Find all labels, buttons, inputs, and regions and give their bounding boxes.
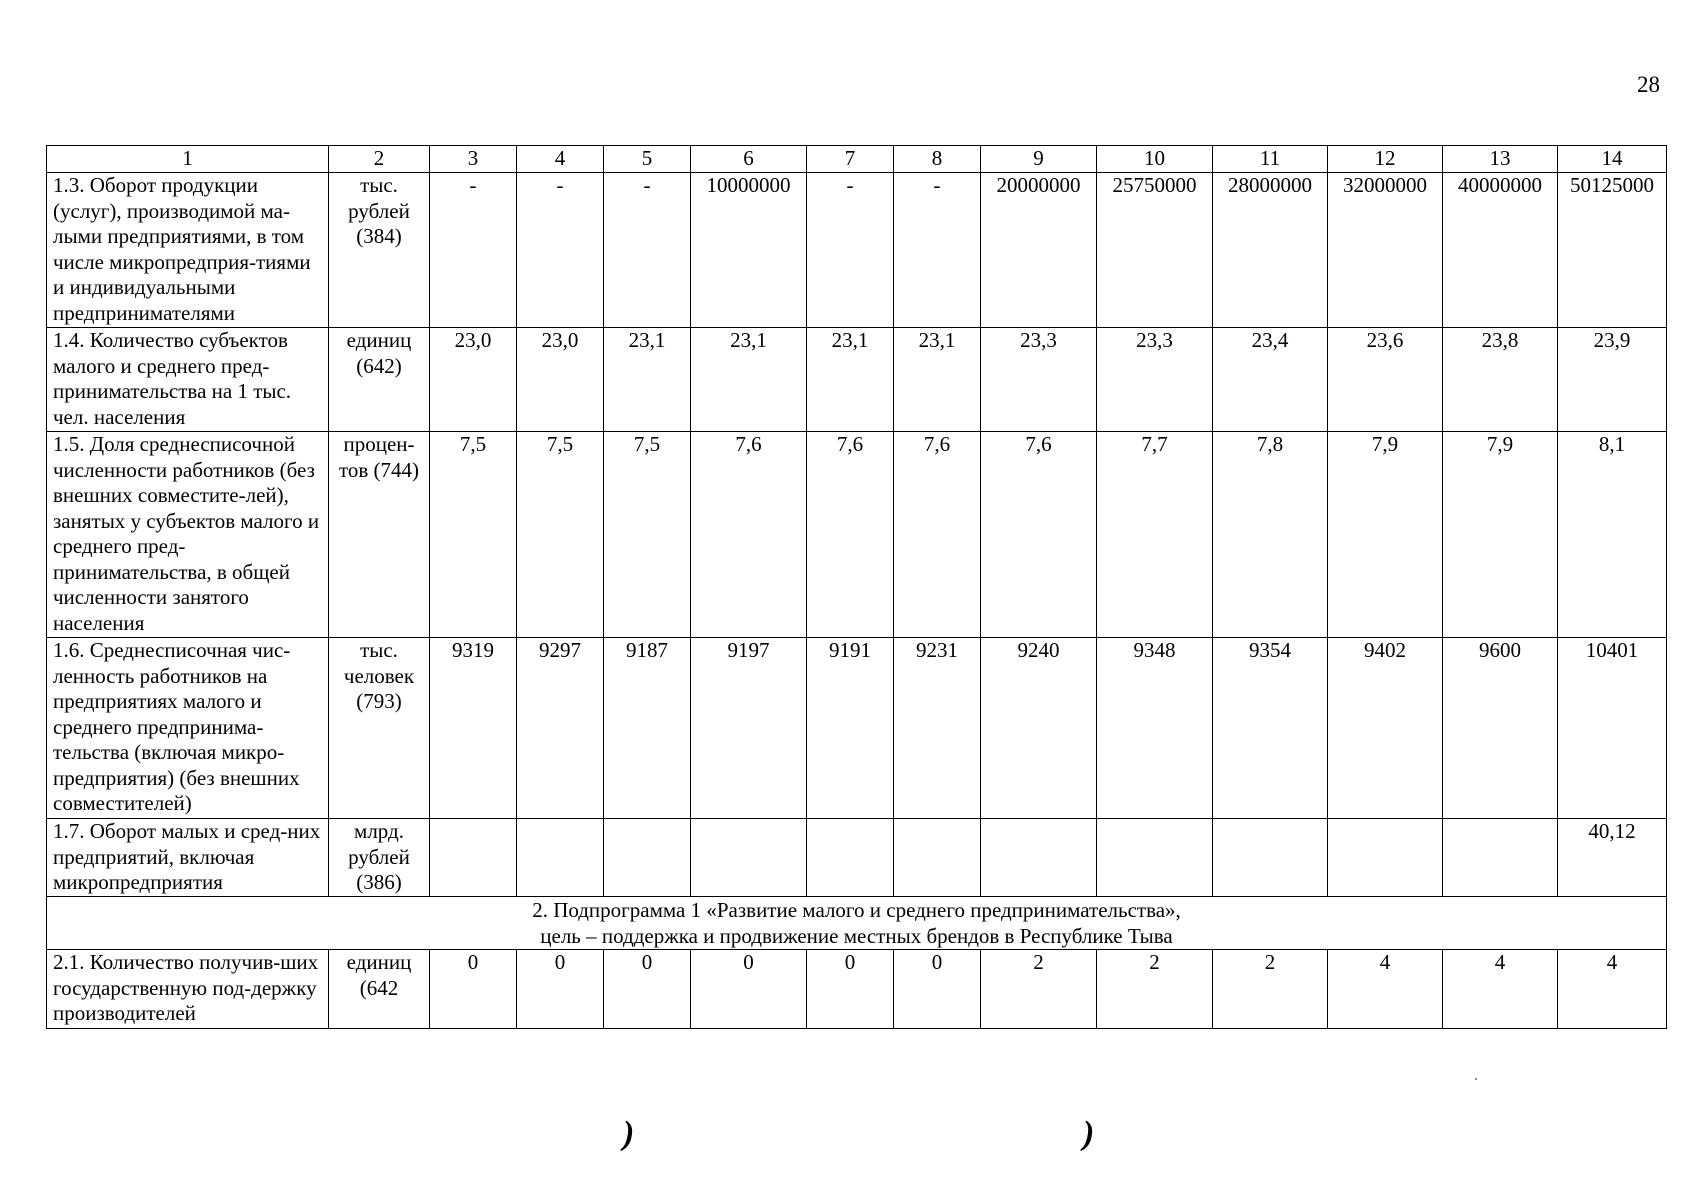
header-cell: 9	[981, 146, 1097, 173]
value-cell	[1097, 819, 1213, 897]
value-cell: 23,1	[691, 328, 807, 432]
value-cell: 20000000	[981, 173, 1097, 328]
value-cell	[981, 819, 1097, 897]
header-cell: 4	[517, 146, 604, 173]
indicator-name: 1.5. Доля среднесписочной численности работников (без внешних совместите-лей), занятых у субъектов малого и среднего пред-принимательства, в общей численности занятого населения	[47, 432, 329, 638]
table-row	[47, 173, 1667, 328]
value-cell: -	[807, 173, 894, 328]
value-cell: 40,12	[1558, 819, 1667, 897]
value-cell	[894, 819, 981, 897]
value-cell: 28000000	[1213, 173, 1328, 328]
value-cell: 2	[1213, 950, 1328, 1029]
value-cell: 23,3	[981, 328, 1097, 432]
value-cell: 7,5	[430, 432, 517, 638]
value-cell: 4	[1558, 950, 1667, 1029]
section-row	[47, 897, 1667, 950]
header-cell: 5	[604, 146, 691, 173]
value-cell: 23,1	[807, 328, 894, 432]
value-cell: 23,6	[1328, 328, 1443, 432]
value-cell: 23,0	[430, 328, 517, 432]
table-row	[47, 328, 1667, 432]
value-cell: 9348	[1097, 638, 1213, 819]
indicator-name: 1.4. Количество субъектов малого и среднего пред-принимательства на 1 тыс. чел. населения	[47, 328, 329, 432]
value-cell: 9354	[1213, 638, 1328, 819]
value-cell: 0	[691, 950, 807, 1029]
table-row	[47, 638, 1667, 819]
value-cell: 0	[807, 950, 894, 1029]
scan-speck	[1475, 1078, 1477, 1080]
value-cell: 25750000	[1097, 173, 1213, 328]
page-number: 28	[1637, 72, 1660, 97]
value-cell: 7,6	[894, 432, 981, 638]
value-cell: 23,8	[1443, 328, 1558, 432]
value-cell: 50125000	[1558, 173, 1667, 328]
value-cell: 0	[604, 950, 691, 1029]
value-cell	[430, 819, 517, 897]
indicator-name: 2.1. Количество получив-ших государственную под-держку производителей	[47, 950, 329, 1029]
value-cell	[1328, 819, 1443, 897]
value-cell	[807, 819, 894, 897]
unit-cell: млрд. рублей (386)	[329, 819, 430, 897]
value-cell: 0	[894, 950, 981, 1029]
value-cell	[604, 819, 691, 897]
header-cell: 12	[1328, 146, 1443, 173]
value-cell: 32000000	[1328, 173, 1443, 328]
value-cell: 2	[981, 950, 1097, 1029]
value-cell	[1443, 819, 1558, 897]
value-cell: -	[604, 173, 691, 328]
value-cell: 0	[430, 950, 517, 1029]
value-cell: 7,7	[1097, 432, 1213, 638]
value-cell: 7,6	[807, 432, 894, 638]
value-cell: -	[894, 173, 981, 328]
indicator-name: 1.3. Оборот продукции (услуг), производимой ма-лыми предприятиями, в том числе микропредприя-тиями и индивидуальными предпринимателями	[47, 173, 329, 328]
value-cell: 4	[1328, 950, 1443, 1029]
value-cell: 10000000	[691, 173, 807, 328]
header-cell: 13	[1443, 146, 1558, 173]
header-cell: 11	[1213, 146, 1328, 173]
table-row	[47, 819, 1667, 897]
header-cell: 7	[807, 146, 894, 173]
unit-cell: процен-тов (744)	[329, 432, 430, 638]
value-cell: 7,5	[517, 432, 604, 638]
value-cell: 23,3	[1097, 328, 1213, 432]
scan-mark-right: )	[1083, 1115, 1095, 1152]
value-cell: 23,0	[517, 328, 604, 432]
header-cell: 8	[894, 146, 981, 173]
value-cell: 7,5	[604, 432, 691, 638]
value-cell: 10401	[1558, 638, 1667, 819]
header-cell: 2	[329, 146, 430, 173]
value-cell: 7,9	[1328, 432, 1443, 638]
value-cell: 23,4	[1213, 328, 1328, 432]
unit-cell: тыс. человек (793)	[329, 638, 430, 819]
value-cell: 9231	[894, 638, 981, 819]
value-cell: 23,1	[894, 328, 981, 432]
indicator-name: 1.6. Среднесписочная чис-ленность работников на предприятиях малого и среднего предпринима-тельства (включая микро-предприятия) (без внешних совместителей)	[47, 638, 329, 819]
value-cell	[517, 819, 604, 897]
value-cell: -	[517, 173, 604, 328]
unit-cell: единиц (642)	[329, 328, 430, 432]
header-cell: 6	[691, 146, 807, 173]
value-cell: 4	[1443, 950, 1558, 1029]
table-row	[47, 950, 1667, 1029]
value-cell: 7,6	[691, 432, 807, 638]
header-row	[47, 146, 1667, 173]
value-cell: 7,6	[981, 432, 1097, 638]
indicator-name: 1.7. Оборот малых и сред-них предприятий, включая микропредприятия	[47, 819, 329, 897]
value-cell: 23,1	[604, 328, 691, 432]
value-cell: 0	[517, 950, 604, 1029]
section-heading-line: цель – поддержка и продвижение местных брендов в Республике Тыва	[540, 924, 1173, 948]
table-row	[47, 432, 1667, 638]
value-cell: 9600	[1443, 638, 1558, 819]
value-cell: 9402	[1328, 638, 1443, 819]
value-cell	[691, 819, 807, 897]
indicators-table	[46, 145, 1667, 1029]
unit-cell: единиц (642	[329, 950, 430, 1029]
header-cell: 14	[1558, 146, 1667, 173]
section-heading-line: 2. Подпрограмма 1 «Развитие малого и среднего предпринимательства»,	[532, 898, 1181, 922]
value-cell: 7,8	[1213, 432, 1328, 638]
section-heading	[47, 897, 1667, 950]
value-cell	[1213, 819, 1328, 897]
unit-cell: тыс. рублей (384)	[329, 173, 430, 328]
header-cell: 1	[47, 146, 329, 173]
value-cell: 9297	[517, 638, 604, 819]
value-cell: 9197	[691, 638, 807, 819]
value-cell: 40000000	[1443, 173, 1558, 328]
header-cell: 10	[1097, 146, 1213, 173]
value-cell: 9240	[981, 638, 1097, 819]
value-cell: 8,1	[1558, 432, 1667, 638]
value-cell: 9319	[430, 638, 517, 819]
value-cell: 9187	[604, 638, 691, 819]
scan-mark-left: )	[623, 1115, 635, 1152]
value-cell: 7,9	[1443, 432, 1558, 638]
header-cell: 3	[430, 146, 517, 173]
value-cell: 23,9	[1558, 328, 1667, 432]
value-cell: -	[430, 173, 517, 328]
value-cell: 9191	[807, 638, 894, 819]
value-cell: 2	[1097, 950, 1213, 1029]
